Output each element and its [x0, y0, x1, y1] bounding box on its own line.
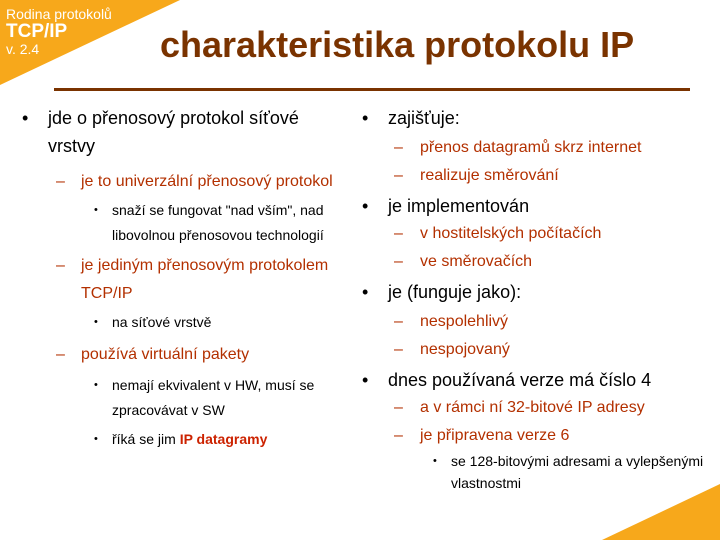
detail-text-prefix: říká se jim — [112, 431, 180, 447]
detail-text: se 128-bitovými adresami a vylepšenými vlastnostmi — [451, 453, 704, 491]
dash-marker: – — [394, 139, 403, 156]
sub-bullet-item — [362, 248, 710, 276]
sub-bullet-text: je jediným přenosovým protokolem TCP/IP — [81, 257, 329, 302]
sub-bullet-text: používá virtuální pakety — [81, 346, 250, 363]
detail-text-emphasis: IP datagramy — [179, 431, 268, 447]
detail-text: snaží se fungovat "nad vším", nad libovolnou přenosovou technologií — [112, 202, 324, 243]
bullet-marker: • — [94, 433, 98, 445]
bullet-marker: • — [362, 196, 369, 216]
bullet-item — [22, 104, 350, 160]
bullet-text: dnes používaná verze má číslo 4 — [388, 370, 652, 390]
sub-bullet-item — [22, 168, 350, 196]
sub-bullet-item — [362, 134, 710, 162]
bullet-item — [362, 192, 710, 220]
dash-marker: – — [56, 257, 65, 274]
sub-bullet-text: ve směrovačích — [420, 253, 533, 270]
left-column — [22, 104, 350, 452]
sub-bullet-text: realizuje směrování — [420, 167, 559, 184]
bullet-text: je implementován — [388, 196, 530, 216]
bullet-marker: • — [433, 455, 437, 467]
series-name: TCP/IP — [6, 21, 68, 42]
sub-bullet-item — [362, 422, 710, 450]
bullet-marker: • — [94, 316, 98, 328]
sub-bullet-text: je to univerzální přenosový protokol — [81, 173, 333, 190]
detail-item — [362, 450, 710, 494]
bullet-text: jde o přenosový protokol síťové vrstvy — [48, 108, 299, 156]
bullet-marker: • — [362, 108, 369, 128]
sub-bullet-item — [362, 394, 710, 422]
dash-marker: – — [394, 225, 403, 242]
dash-marker: – — [394, 427, 403, 444]
bullet-item — [362, 104, 710, 132]
sub-bullet-item — [362, 220, 710, 248]
bullet-text: je (funguje jako): — [388, 282, 522, 302]
dash-marker: – — [394, 167, 403, 184]
right-column — [362, 104, 710, 494]
bullet-item — [362, 366, 710, 394]
bullet-item — [362, 278, 710, 306]
bullet-marker: • — [362, 370, 369, 390]
bullet-text: zajišťuje: — [388, 108, 460, 128]
detail-text: nemají ekvivalent v HW, musí se zpracovávat v SW — [112, 377, 315, 418]
sub-bullet-item — [362, 162, 710, 190]
series-label: Rodina protokolů — [6, 6, 112, 22]
bullet-marker: • — [362, 282, 369, 302]
dash-marker: – — [394, 253, 403, 270]
sub-bullet-text: je připravena verze 6 — [420, 427, 570, 444]
detail-item — [22, 310, 350, 335]
dash-marker: – — [56, 346, 65, 363]
sub-bullet-text: nespolehlivý — [420, 313, 509, 330]
detail-item — [22, 427, 350, 452]
bullet-marker: • — [94, 379, 98, 391]
sub-bullet-item — [362, 336, 710, 364]
bullet-marker: • — [94, 204, 98, 216]
slide-title: charakteristika protokolu IP — [160, 24, 635, 65]
sub-bullet-item — [22, 252, 350, 308]
sub-bullet-text: v hostitelských počítačích — [420, 225, 602, 242]
detail-text: na síťové vrstvě — [112, 314, 212, 330]
sub-bullet-text: nespojovaný — [420, 341, 510, 358]
title-underline — [54, 88, 690, 91]
dash-marker: – — [56, 173, 65, 190]
detail-item — [22, 373, 350, 423]
dash-marker: – — [394, 341, 403, 358]
version-label: v. 2.4 — [6, 41, 40, 57]
sub-bullet-text: přenos datagramů skrz internet — [420, 139, 642, 156]
dash-marker: – — [394, 399, 403, 416]
bullet-marker: • — [22, 108, 29, 128]
detail-item — [22, 198, 350, 248]
dash-marker: – — [394, 313, 403, 330]
sub-bullet-item — [362, 308, 710, 336]
sub-bullet-text: a v rámci ní 32-bitové IP adresy — [420, 399, 645, 416]
sub-bullet-item — [22, 341, 350, 369]
